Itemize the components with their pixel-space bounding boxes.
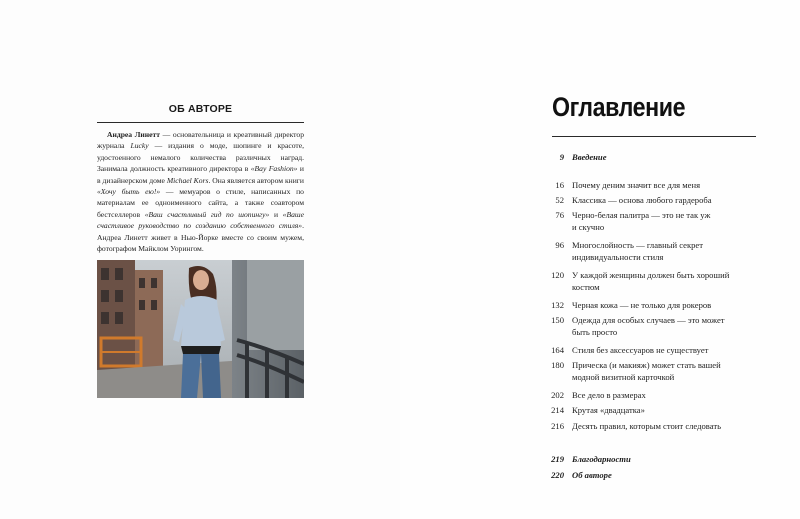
toc-chapter-title-line: Одежда для особых случаев — это может [572, 315, 725, 325]
book-title: «Ваш счастливый гид по шопингу» [144, 209, 270, 219]
toc-chapter-title-line: быть просто [572, 326, 618, 337]
toc-chapter-title [572, 405, 757, 417]
toc-chapter-title [572, 315, 757, 338]
book-title: «Хочу быть ею!» [97, 187, 161, 197]
toc-chapter-title [572, 195, 757, 207]
author-photo-illustration [97, 260, 304, 398]
toc-chapter-title-line: Прическа (и макияж) может стать вашей [572, 360, 721, 370]
toc-chapter-title-line: Классика — основа любого гардероба [572, 195, 712, 205]
toc-chapter-title [572, 180, 757, 192]
author-name: Андреа Линетт [107, 130, 160, 139]
toc-page-number: 180 [551, 360, 564, 370]
toc-chapter-title [572, 470, 757, 482]
toc-page-number: 214 [551, 405, 564, 415]
toc-title-rule [552, 136, 756, 137]
bio-text: — основательница и креативный директор журнала [97, 130, 304, 151]
toc-chapter-title [572, 152, 757, 164]
about-author-heading: ОБ АВТОРЕ [168, 103, 233, 115]
toc-chapter-title-line: Все дело в размерах [572, 390, 646, 400]
toc-chapter-title [572, 390, 757, 402]
bio-text: — мемуаров о стиле, написанных по материалам ее одноименного сайта, а также соавтором бестселлеров [97, 187, 304, 219]
book-title: «Ваше счастливое руководство по созданию собственного стиля» [97, 209, 304, 231]
toc-chapter-title [572, 454, 757, 466]
toc-chapter-title [572, 421, 757, 433]
toc-page-number: 96 [555, 240, 564, 250]
toc-chapter-title [572, 240, 757, 263]
toc-chapter-title-line: индивидуальности стиля [572, 251, 664, 262]
toc-chapter-title-line: Почему деним значит все для меня [572, 180, 701, 190]
bio-text: — издания о моде, шопинге и красоте, удостоенного немалого количества различных наград. Занимала должность креативного директора в [97, 141, 304, 174]
toc-chapter-title-line: Введение [572, 152, 607, 162]
toc-chapter-title [572, 270, 757, 293]
heading-rule [97, 122, 304, 123]
bio-text: и [269, 209, 283, 219]
toc-chapter-title-line: У каждой женщины должен быть хороший [572, 270, 730, 280]
toc-chapter-title-line: и скучно [572, 221, 605, 232]
bio-text: . Андреа Линетт живет в Нью-Йорке вместе со своим мужем, фотографом Майклом Уорингом. [97, 221, 304, 254]
toc-page-number: 219 [551, 454, 564, 464]
toc-page-number: 120 [551, 270, 564, 280]
toc-chapter-title-line: Благодарности [572, 454, 631, 464]
toc-page-number: 202 [551, 390, 564, 400]
toc-chapter-title-line: Стиля без аксессуаров не существует [572, 345, 709, 355]
author-bio [97, 129, 304, 254]
toc-page-number: 220 [551, 470, 564, 480]
toc-page-number: 16 [555, 180, 564, 190]
toc-page-number: 132 [551, 300, 564, 310]
toc-page-number: 9 [559, 152, 564, 162]
toc-chapter-title-line: Крутая «двадцатка» [572, 405, 645, 415]
toc-chapter-title-line: Черно-белая палитра — это не так уж [572, 210, 711, 220]
toc-page-number: 164 [551, 345, 564, 355]
bio-text: и в дизайнерском доме [97, 164, 304, 185]
toc-page-number: 76 [555, 210, 564, 220]
toc-chapter-title-line: Многослойность — главный секрет [572, 240, 703, 250]
toc-chapter-title [572, 345, 757, 357]
company-name: «Bay Fashion» [250, 164, 298, 174]
bio-text: . Она является автором книги [208, 175, 304, 185]
toc-chapter-title-line: костюм [572, 281, 600, 292]
designer-house-name: Michael Kors [166, 175, 209, 185]
toc-chapter-title [572, 210, 757, 233]
author-photo [97, 260, 304, 398]
toc-title: Оглавление [552, 92, 686, 122]
toc-chapter-title-line: Черная кожа — не только для рокеров [572, 300, 712, 310]
toc-chapter-title [572, 300, 757, 312]
toc-chapter-title-line: Десять правил, которым стоит следовать [572, 421, 721, 431]
toc-chapter-title-line: Об авторе [572, 470, 612, 480]
toc-page-number: 216 [551, 421, 564, 431]
toc-page-number: 52 [555, 195, 564, 205]
magazine-name: Lucky [130, 141, 149, 151]
toc-chapter-title-line: модной визитной карточкой [572, 371, 675, 382]
toc-page-number: 150 [551, 315, 564, 325]
toc-chapter-title [572, 360, 757, 383]
